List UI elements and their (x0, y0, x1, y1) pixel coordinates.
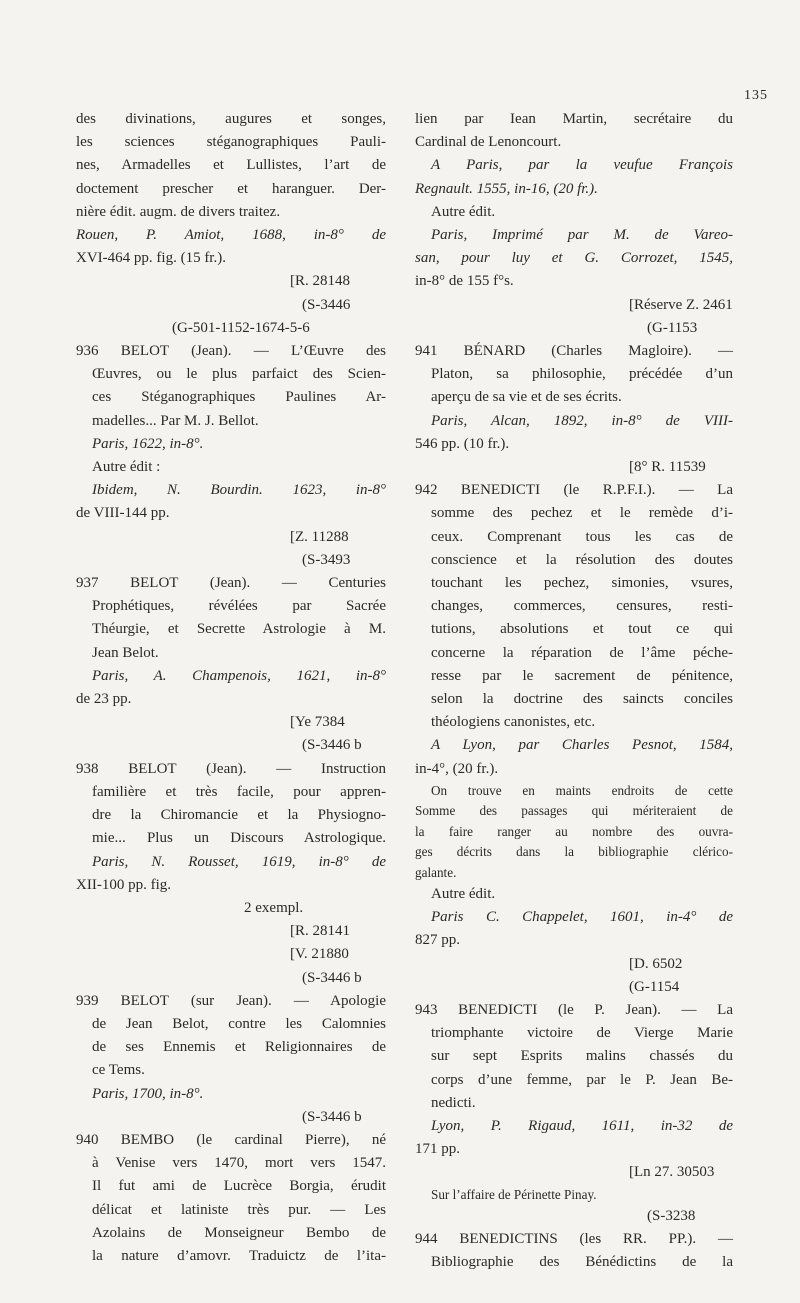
text-line: lien par Iean Martin, secrétaire du (415, 111, 733, 127)
text-line: de ses Ennemis et Religionnaires de (92, 1039, 386, 1056)
text-line: A Lyon, par Charles Pesnot, 1584, (431, 737, 733, 754)
text-line: sur sept Esprits malins chassés du (431, 1048, 733, 1065)
text-line: [Ye 7384 (290, 714, 345, 731)
text-line: Autre édit : (92, 459, 161, 476)
text-line: Théurgie, et Secrette Astrologie à M. (92, 621, 386, 638)
text-line: la faire ranger au nombre des ouvra- (415, 823, 733, 839)
text-line: Ibidem, N. Bourdin. 1623, in-8° (92, 482, 386, 499)
text-line: de Jean Belot, contre les Calomnies (92, 1015, 386, 1032)
text-line: 938 BELOT (Jean). — Instruction (76, 760, 386, 777)
text-line: tutions, absolutions et tout ce qui (431, 621, 733, 638)
text-line: 942 BENEDICTI (le R.P.F.I.). — La (415, 482, 733, 499)
text-line: aperçu de sa vie et de ses écrits. (431, 389, 622, 406)
text-line: in-8° de 155 f°s. (415, 273, 514, 290)
text-line: (G-501-1152-1674-5-6 (172, 319, 310, 336)
text-line: san, pour luy et G. Corrozet, 1545, (415, 250, 733, 267)
text-line: Cardinal de Lenoncourt. (415, 134, 562, 151)
text-line: conscience et la résolution des doutes (431, 551, 733, 568)
text-line: Platon, sa philosophie, précédée d’un (431, 366, 733, 383)
text-line: (G-1153 (647, 319, 698, 336)
left-column (76, 108, 386, 1268)
text-line: galante. (415, 864, 457, 880)
text-line: Lyon, P. Rigaud, 1611, in-32 de (431, 1117, 733, 1134)
text-line: [Z. 11288 (290, 528, 349, 545)
text-line: [Ln 27. 30503 (629, 1164, 715, 1181)
text-line: 940 BEMBO (le cardinal Pierre), né (76, 1131, 386, 1148)
text-line: (S-3446 b (302, 1108, 362, 1125)
text-line: (S-3446 (302, 296, 351, 313)
text-line: 939 BELOT (sur Jean). — Apologie (76, 992, 386, 1009)
text-line: Bibliographie des Bénédictins de la (431, 1254, 733, 1271)
text-line: ce Tems. (92, 1062, 145, 1079)
text-line: (S-3446 b (302, 737, 362, 754)
text-line: théologiens canonistes, etc. (431, 714, 596, 731)
text-line: XII-100 pp. fig. (76, 876, 171, 893)
text-line: triomphante victoire de Vierge Marie (431, 1025, 733, 1042)
text-line: Regnault. 1555, in-16, (20 fr.). (415, 180, 598, 197)
text-line: Paris, A. Champenois, 1621, in-8° (92, 667, 386, 684)
text-line: ceux. Comprenant tous les cas de (431, 528, 733, 545)
text-line: Paris, 1622, in-8°. (92, 435, 204, 452)
text-line: 546 pp. (10 fr.). (415, 435, 510, 452)
text-line: nière édit. augm. de divers traitez. (76, 203, 281, 220)
text-line: (S-3446 b (302, 969, 362, 986)
text-line: les sciences stéganographiques Pauli- (76, 134, 386, 151)
text-line: ces Stéganographiques Paulines Ar- (92, 389, 386, 406)
text-line: 943 BENEDICTI (le P. Jean). — La (415, 1001, 733, 1018)
text-line: Sur l’affaire de Périnette Pinay. (431, 1186, 597, 1202)
text-line: dre la Chiromancie et la Physiogno- (92, 807, 386, 824)
text-line: Rouen, P. Amiot, 1688, in-8° de (76, 227, 386, 244)
text-line: 937 BELOT (Jean). — Centuries (76, 575, 386, 592)
text-line: resse par le sacrement de pénitence, (431, 667, 733, 684)
text-line: [Réserve Z. 2461 (629, 296, 733, 313)
text-line: Prophétiques, révélées par Sacrée (92, 598, 386, 615)
text-line: Paris, Imprimé par M. de Vareo- (431, 227, 733, 244)
text-line: Œuvres, ou le plus parfaict des Scien- (92, 366, 386, 383)
text-line: 827 pp. (415, 932, 460, 949)
text-line: 936 BELOT (Jean). — L’Œuvre des (76, 343, 386, 360)
text-line: familière et très facile, pour appren- (92, 783, 386, 800)
text-line: (S-3238 (647, 1207, 696, 1224)
text-line: (S-3493 (302, 551, 351, 568)
text-line: 171 pp. (415, 1141, 460, 1158)
text-line: A Paris, par la veufue François (431, 157, 733, 174)
text-line: délicat et latiniste très pur. — Les (92, 1201, 386, 1218)
text-line: selon la doctrine des saincts conciles (431, 691, 733, 708)
text-line: Paris, 1700, in-8°. (92, 1085, 204, 1102)
text-line: [R. 28141 (290, 923, 350, 940)
text-line: in-4°, (20 fr.). (415, 760, 499, 777)
text-line: Autre édit. (431, 885, 496, 902)
text-line: Somme des passages qui mériteraient de (415, 803, 733, 819)
text-line: Il fut ami de Lucrèce Borgia, érudit (92, 1178, 386, 1195)
text-line: madelles... Par M. J. Bellot. (92, 412, 259, 429)
text-line: Paris, N. Rousset, 1619, in-8° de (92, 853, 386, 870)
text-line: Autre édit. (431, 203, 496, 220)
text-line: Azolains de Monseigneur Bembo de (92, 1224, 386, 1241)
text-line: doctement prescher et haranguer. Der- (76, 180, 386, 197)
text-line: 944 BENEDICTINS (les RR. PP.). — (415, 1231, 733, 1248)
page-number: 135 (744, 88, 768, 103)
text-line: à Venise vers 1470, mort vers 1547. (92, 1155, 386, 1172)
text-line: somme des pechez et le remède d’i- (431, 505, 733, 522)
text-line: (G-1154 (629, 978, 680, 995)
text-line: la nature d’amovr. Traduictz de l’ita- (92, 1247, 386, 1264)
text-line: de 23 pp. (76, 691, 132, 708)
text-line: nes, Armadelles et Lullistes, l’art de (76, 157, 386, 174)
text-line: corps d’une femme, par le P. Jean Be- (431, 1071, 733, 1088)
text-line: ges décrits dans la bibliographie clérico- (415, 844, 733, 860)
text-line: concerne la réparation de l’âme péche- (431, 644, 733, 661)
text-line: [8° R. 11539 (629, 459, 706, 476)
text-line: On trouve en maints endroits de cette (431, 782, 733, 798)
text-line: de VIII-144 pp. (76, 505, 170, 522)
text-line: XVI-464 pp. fig. (15 fr.). (76, 250, 226, 267)
text-line: nedicti. (431, 1094, 476, 1111)
text-line: 2 exempl. (244, 899, 304, 916)
right-column (415, 108, 733, 1275)
text-line: [R. 28148 (290, 273, 350, 290)
text-line: Jean Belot. (92, 644, 159, 661)
text-line: Paris C. Chappelet, 1601, in-4° de (431, 909, 733, 926)
text-line: 941 BÉNARD (Charles Magloire). — (415, 343, 733, 360)
text-line: mie... Plus un Discours Astrologique. (92, 830, 386, 847)
text-line: des divinations, augures et songes, (76, 111, 386, 127)
text-line: changes, commerces, censures, resti- (431, 598, 733, 615)
text-line: [V. 21880 (290, 946, 349, 963)
text-line: touchant les pechez, simonies, vsures, (431, 575, 733, 592)
text-line: [D. 6502 (629, 955, 683, 972)
text-line: Paris, Alcan, 1892, in-8° de VIII- (431, 412, 733, 429)
